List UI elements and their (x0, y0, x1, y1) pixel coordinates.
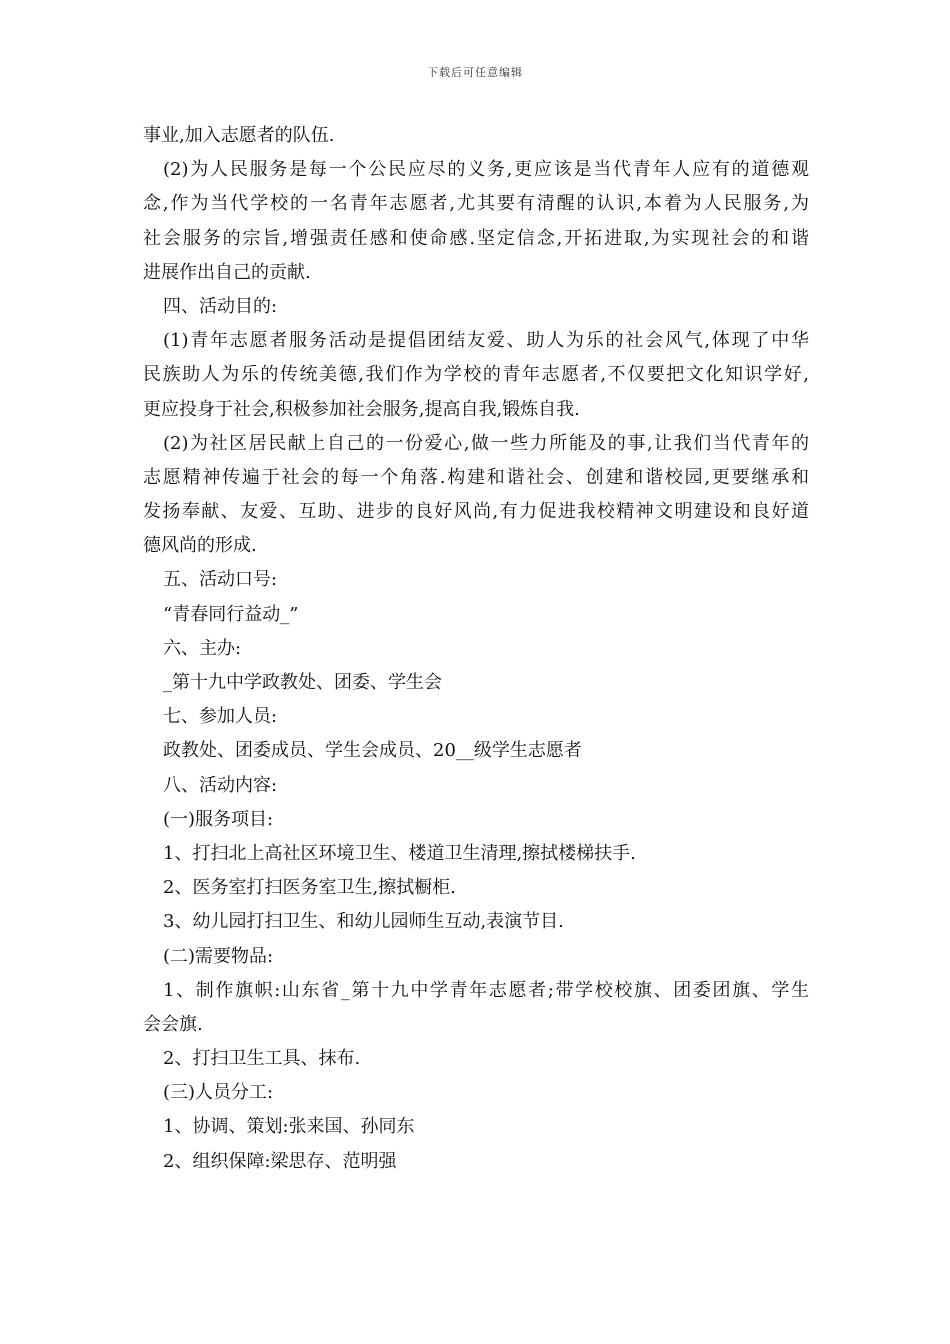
text-line: (三)人员分工: (163, 1082, 274, 1104)
text-line: 1、打扫北上高社区环境卫生、楼道卫生清理,擦拭楼梯扶手. (163, 842, 636, 864)
page-header-note: 下载后可任意编辑 (427, 66, 523, 79)
text-line: 民族助人为乐的传统美德,我们作为学校的青年志愿者,不仅要把文化知识学好, (143, 364, 809, 386)
text-line: 六、主办: (163, 637, 242, 659)
text-line: (二)需要物品: (163, 945, 274, 967)
text-line: 进展作出自己的贡献. (143, 261, 311, 283)
text-line: 德风尚的形成. (143, 535, 257, 557)
text-line: 1、协调、策划:张来国、孙同东 (163, 1116, 415, 1138)
text-line: 1、制作旗帜:山东省_第十九中学青年志愿者;带学校校旗、团委团旗、学生 (163, 979, 809, 1001)
text-line: 四、活动目的: (163, 295, 278, 317)
text-line: 更应投身于社会,积极参加社会服务,提高自我,锻炼自我. (143, 398, 580, 420)
text-line: 2、打扫卫生工具、抹布. (163, 1048, 361, 1070)
text-line: 念,作为当代学校的一名青年志愿者,尤其要有清醒的认识,本着为人民服务,为 (143, 193, 809, 215)
text-line: (1)青年志愿者服务活动是提倡团结友爱、助人为乐的社会风气,体现了中华 (163, 330, 809, 352)
text-line: 2、组织保障:梁思存、范明强 (163, 1150, 397, 1172)
text-line: 事业,加入志愿者的队伍. (143, 125, 335, 146)
text-line: 八、活动内容: (163, 774, 278, 796)
text-line: “青春同行益动_” (163, 603, 299, 625)
text-line: 五、活动口号: (163, 569, 278, 591)
text-line: _第十九中学政教处、团委、学生会 (163, 672, 442, 693)
text-line: 志愿精神传遍于社会的每一个角落.构建和谐社会、创建和谐校园,更要继承和 (143, 466, 809, 488)
text-line: 社会服务的宗旨,增强责任感和使命感.坚定信念,开拓进取,为实现社会的和谐 (143, 227, 809, 249)
text-line: 七、参加人员: (163, 706, 278, 728)
text-line: (一)服务项目: (163, 808, 274, 830)
document-body (143, 119, 809, 1179)
text-line: (2)为人民服务是每一个公民应尽的义务,更应该是当代青年人应有的道德观 (163, 159, 809, 181)
text-line: 发扬奉献、友爱、互助、进步的良好风尚,有力促进我校精神文明建设和良好道 (143, 501, 809, 523)
text-line: 会会旗. (143, 1013, 203, 1035)
text-line: 政教处、团委成员、学生会成员、20__级学生志愿者 (163, 740, 582, 762)
text-line: (2)为社区居民献上自己的一份爱心,做一些力所能及的事,让我们当代青年的 (163, 432, 809, 454)
text-line: 3、幼儿园打扫卫生、和幼儿园师生互动,表演节目. (163, 911, 564, 933)
text-line: 2、医务室打扫医务室卫生,擦拭橱柜. (163, 877, 456, 899)
